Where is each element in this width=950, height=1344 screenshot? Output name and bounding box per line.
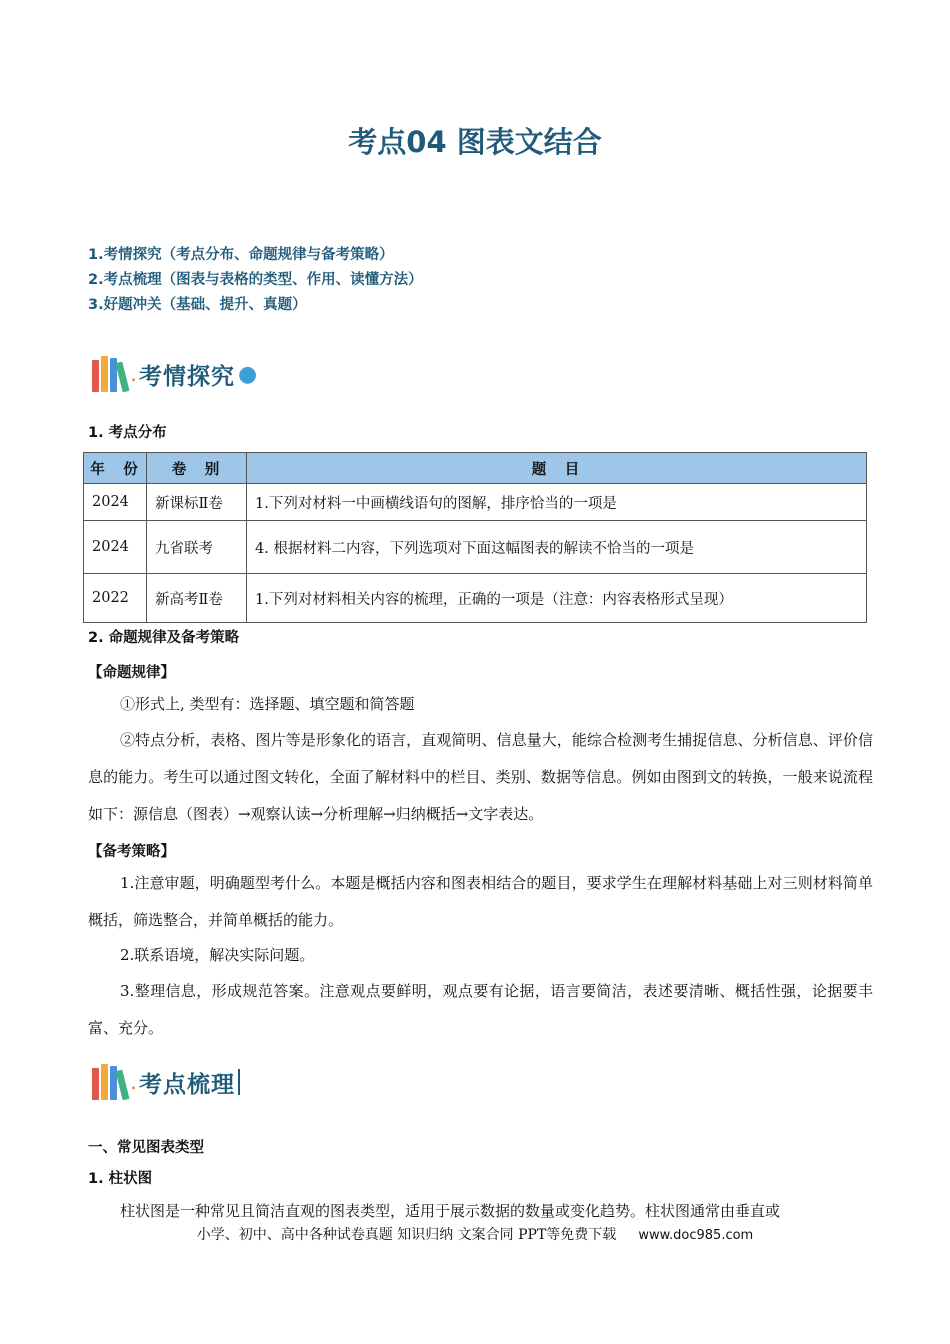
- table-row: [84, 484, 867, 521]
- paragraph: 柱状图是一种常见且简洁直观的图表类型，适用于展示数据的数量或变化趋势。柱状图通常由垂直或: [120, 1202, 781, 1220]
- table-cell: 2022: [84, 574, 147, 623]
- books-icon: [92, 1064, 128, 1100]
- subsection-heading: 1. 柱状图: [88, 1171, 153, 1187]
- banner-label: 考情探究: [139, 363, 235, 390]
- table-cell: 新高考Ⅱ卷: [147, 574, 247, 623]
- cursor-bar-icon: [238, 1069, 240, 1095]
- paragraph: ②特点分析，表格、图片等是形象化的语言，直观简明、信息量大，能综合检测考生捕捉信息、分析信息、评价信息的能力。考生可以通过图文转化，全面了解材料中的栏目、类别、数据等信息。例如由图到文的转换，一般来说流程如下：源信息（图表）→观察认读→分析理解→归纳概括→文字表达。: [88, 731, 873, 823]
- books-icon: [92, 356, 128, 392]
- footer-link[interactable]: www.doc985.com: [638, 1228, 754, 1243]
- section-heading: 1. 考点分布: [88, 425, 167, 441]
- table-header-cell: 年 份: [84, 453, 147, 484]
- exam-distribution-table: [83, 452, 867, 623]
- section-heading: 一、常见图表类型: [88, 1140, 204, 1156]
- subsection-label: 【备考策略】: [88, 844, 175, 860]
- dot-icon: .: [130, 361, 137, 387]
- subsection-label: 【命题规律】: [88, 665, 175, 681]
- footer-text: 小学、初中、高中各种试卷真题 知识归纳 文案合同 PPT等免费下载: [196, 1227, 617, 1243]
- paragraph: ①形式上, 类型有：选择题、填空题和简答题: [120, 695, 415, 713]
- table-cell: 2024: [84, 484, 147, 521]
- dot-icon: .: [130, 1069, 137, 1095]
- section-heading: 2. 命题规律及备考策略: [88, 630, 240, 646]
- table-cell: 4. 根据材料二内容，下列选项对下面这幅图表的解读不恰当的一项是: [247, 521, 867, 574]
- section-banner-kaoqing: [92, 352, 257, 396]
- paragraph: 1.注意审题，明确题型考什么。本题是概括内容和图表相结合的题目，要求学生在理解材料基础上对三则材料简单概括，筛选整合，并简单概括的能力。: [88, 874, 873, 929]
- page-title: 考点04 图表文结合: [348, 125, 602, 159]
- toc-item: 2.考点梳理（图表与表格的类型、作用、读懂方法）: [88, 272, 423, 288]
- paragraph: 2.联系语境，解决实际问题。: [120, 946, 315, 964]
- table-cell: 1.下列对材料一中画横线语句的图解，排序恰当的一项是: [247, 484, 867, 521]
- table-header-cell: 题 目: [247, 453, 867, 484]
- section-banner-kaodian: [92, 1060, 240, 1104]
- toc-item: 1.考情探究（考点分布、命题规律与备考策略）: [88, 247, 394, 263]
- table-header-cell: 卷 别: [147, 453, 247, 484]
- dot-icon: ●: [238, 361, 258, 387]
- table-cell: 新课标Ⅱ卷: [147, 484, 247, 521]
- table-cell: 九省联考: [147, 521, 247, 574]
- table-row: [84, 574, 867, 623]
- toc-item: 3.好题冲关（基础、提升、真题）: [88, 297, 307, 313]
- table-row: [84, 521, 867, 574]
- table-of-contents: [88, 243, 423, 318]
- page-footer: [0, 1224, 950, 1244]
- banner-label: 考点梳理: [139, 1071, 235, 1098]
- table-cell: 1.下列对材料相关内容的梳理，正确的一项是（注意：内容表格形式呈现）: [247, 574, 867, 623]
- table-header-row: [84, 453, 867, 484]
- table-cell: 2024: [84, 521, 147, 574]
- paragraph: 3.整理信息，形成规范答案。注意观点要鲜明，观点要有论据，语言要简洁，表述要清晰、概括性强，论据要丰富、充分。: [88, 982, 873, 1037]
